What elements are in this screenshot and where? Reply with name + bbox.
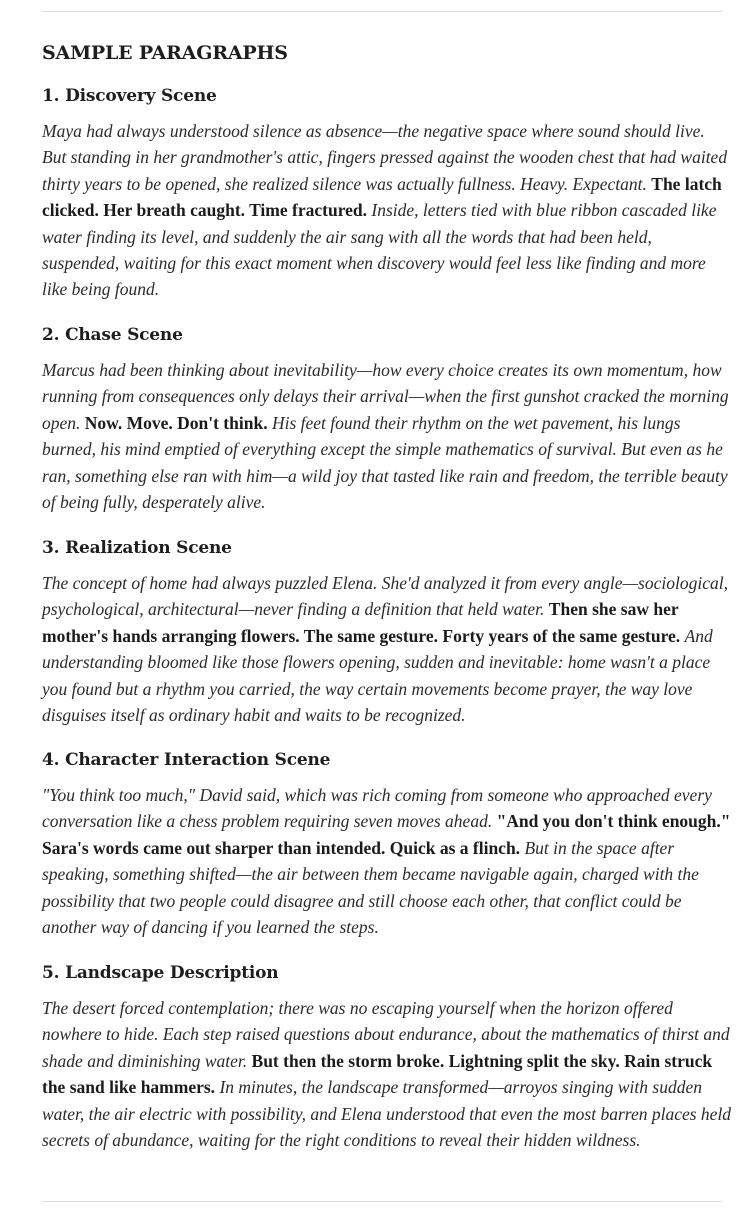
top-divider [42,11,722,12]
paragraph-lead: Maya had always understood silence as absence—the negative space where sound should live. But standing in her grandmother's attic, fingers pressed against the wooden chest that had waited thirty years to be opened, she realized silence was actually fullness. Heavy. Expectant. [42,121,728,194]
paragraph-tail: In minutes, the landscape transformed—arroyos singing with sudden water, the air electric with possibility, and Elena understood that even the most barren places held secrets of abundance, waiting for the right conditions to reveal their hidden wildness. [42,1077,732,1151]
scene-heading-realization: 3. Realization Scene [42,538,232,558]
scene-heading-discovery: 1. Discovery Scene [42,86,217,106]
paragraph-tail: His feet found their rhythm on the wet pavement, his lungs burned, his mind emptied of everything except the simple mathematics of survival. But even as he ran, something else ran with him—a wild joy that tasted like rain and freedom, the terrible beauty of being fully, desperately alive. [42,412,728,513]
bottom-divider [42,1201,722,1202]
paragraph-lead: The desert forced contemplation; there was no escaping yourself when the horizon offered nowhere to hide. Each step raised questions about endurance, about the mathematics of thirst and shade and diminishing water. [42,998,730,1071]
paragraph-tail: And understanding bloomed like those flowers opening, sudden and inevitable: home wasn't a place you found but a rhythm you carried, the way certain movements become prayer, the way love disguises itself as ordinary habit and waits to be recognized. [42,625,713,726]
scene-paragraph-realization [42,570,732,728]
scene-heading-landscape: 5. Landscape Description [42,963,279,983]
paragraph-lead: "You think too much," David said, which was rich coming from someone who approached every conversation like a chess problem requiring seven moves ahead. [42,785,712,832]
paragraph-lead: The concept of home had always puzzled Elena. She'd analyzed it from every angle—sociological, psychological, architectural—never finding a definition that held water. [42,573,728,620]
scene-paragraph-discovery [42,118,732,303]
paragraph-emphasis: Now. Move. Don't think. [84,412,268,433]
scene-heading-chase: 2. Chase Scene [42,325,183,345]
scene-paragraph-chase [42,357,732,515]
scene-paragraph-landscape [42,995,732,1153]
paragraph-tail: Inside, letters tied with blue ribbon cascaded like water finding its level, and suddenly the air sang with all the words that had been held, suspended, waiting for this exact moment when discovery would feel less like finding and more like being found. [42,200,717,300]
section-title: SAMPLE PARAGRAPHS [42,42,288,64]
paragraph-emphasis: Then she saw her mother's hands arranging flowers. The same gesture. Forty years of the same gesture. [42,599,681,646]
paragraph-emphasis: The latch clicked. Her breath caught. Time fractured. [42,173,722,221]
paragraph-lead: Marcus had been thinking about inevitability—how every choice creates its own momentum, how running from consequences only delays their arrival—when the first gunshot cracked the morning open. [42,360,729,433]
paragraph-emphasis: But then the storm broke. Lightning split the sky. Rain struck the sand like hammers. [42,1050,713,1098]
scene-heading-character-interaction: 4. Character Interaction Scene [42,750,331,770]
paragraph-tail: But in the space after speaking, something shifted—the air between them became navigable again, charged with the possibility that two people could disagree and still choose each other, that conflict could be another way of dancing if you learned the steps. [42,837,699,938]
scene-paragraph-character-interaction [42,782,732,940]
paragraph-emphasis: "And you don't think enough." Sara's words came out sharper than intended. Quick as a flinch. [42,811,731,858]
